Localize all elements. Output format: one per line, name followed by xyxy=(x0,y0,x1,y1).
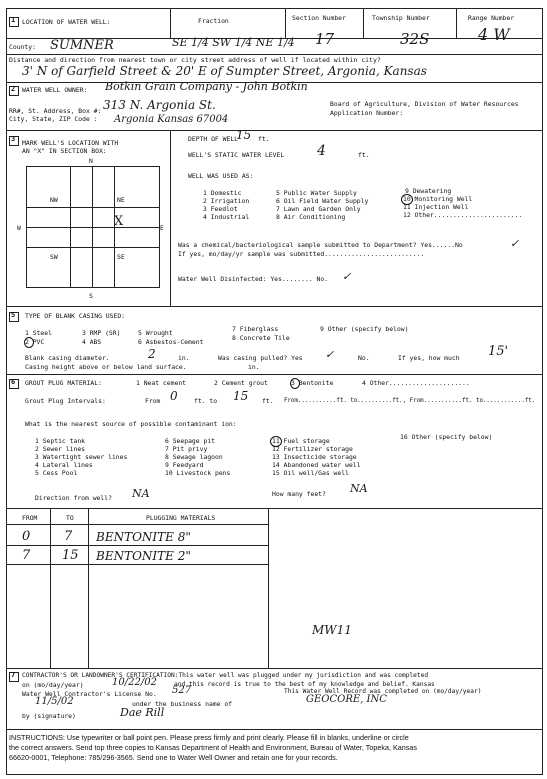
row-from: 0 xyxy=(22,529,31,544)
cert-line-5: by (signature) xyxy=(22,712,76,720)
city-label: City, State, ZIP Code : xyxy=(9,115,98,123)
location-label: LOCATION OF WATER WELL: xyxy=(22,18,111,26)
row-material: BENTONITE 2" xyxy=(96,549,191,563)
casing-option-selected[interactable]: 2 PVC xyxy=(25,338,45,346)
intervals-label: Grout Plug Intervals: xyxy=(25,397,106,405)
county-label: County: xyxy=(9,43,36,51)
row-material: BENTONITE 8" xyxy=(96,530,191,544)
use-option[interactable]: 1 Domestic xyxy=(203,189,242,197)
grid-se: SE xyxy=(117,253,125,261)
selected-circle xyxy=(24,337,34,348)
selected-circle xyxy=(290,378,300,389)
static-unit: ft. xyxy=(358,151,370,159)
contam-option[interactable]: 6 Seepage pit xyxy=(165,437,216,445)
howmuch-value: 15' xyxy=(488,344,509,359)
casing-label: TYPE OF BLANK CASING USED: xyxy=(25,312,126,320)
contam-option[interactable]: 7 Pit privy xyxy=(165,445,208,453)
use-option[interactable]: 6 Oil Field Water Supply xyxy=(276,197,369,205)
use-option[interactable]: 5 Public Water Supply xyxy=(276,189,357,197)
fraction-label: Fraction xyxy=(198,17,229,25)
contam-option[interactable]: 14 Abandoned water well xyxy=(272,461,361,469)
casing-option[interactable]: 7 Fiberglass xyxy=(232,325,279,333)
use-option[interactable]: 9 Dewatering xyxy=(405,187,452,195)
address-value: 313 N. Argonia St. xyxy=(103,98,216,112)
contam-option-selected[interactable]: 11 Fuel storage xyxy=(272,437,330,445)
disinfected-label: Water Well Disinfected: Yes........ No. xyxy=(178,275,329,283)
static-value: 4 xyxy=(317,143,326,159)
howmany-value: NA xyxy=(350,482,368,495)
contam-option[interactable]: 9 Feedyard xyxy=(165,461,204,469)
form-frame xyxy=(6,8,543,775)
contam-option[interactable]: 1 Septic tank xyxy=(35,437,86,445)
contam-option[interactable]: 13 Insecticide storage xyxy=(272,453,357,461)
pulled-check: ✓ xyxy=(325,348,335,361)
fraction-value: SE 1/4 SW 1/4 NE 1/4 xyxy=(172,36,295,49)
height-label: Casing height above or below land surface. xyxy=(25,363,187,371)
grid-ne: NE xyxy=(117,196,125,204)
diameter-label: Blank casing diameter. xyxy=(25,354,110,362)
to-value: 15 xyxy=(233,389,249,403)
use-option[interactable]: 2 Irrigation xyxy=(203,197,250,205)
owner-label: WATER WELL OWNER: xyxy=(22,86,88,94)
from-label: From xyxy=(145,397,161,405)
section-number-1: 1 xyxy=(11,16,16,24)
section-number-7: 7 xyxy=(11,671,16,679)
distance-label: Distance and direction from nearest town or city street address of well if located within city? xyxy=(9,56,381,64)
disinfected-check: ✓ xyxy=(342,270,352,283)
use-option[interactable]: 12 Other....................... xyxy=(403,211,523,219)
well-location-mark: X xyxy=(114,214,124,229)
to-label: ft. to xyxy=(194,397,218,405)
grout-opt1[interactable]: 1 Neat cement xyxy=(136,379,187,387)
direction-label: Direction from well? xyxy=(35,494,112,502)
grid-south: S xyxy=(89,292,93,300)
cert-line-3a: Water Well Contractor's License No. xyxy=(22,690,157,698)
chem-question: Was a chemical/bacteriological sample submitted to Department? Yes......No xyxy=(178,241,463,249)
howmuch-label: If yes, how much xyxy=(398,354,460,362)
casing-option[interactable]: 6 Asbestos-Cement xyxy=(138,338,204,346)
row-to: 7 xyxy=(64,529,73,544)
contam-option[interactable]: 15 Oil well/Gas well xyxy=(272,469,349,477)
use-option[interactable]: 8 Air Conditioning xyxy=(276,213,346,221)
use-option[interactable]: 3 Feedlot xyxy=(203,205,238,213)
grout-opt4[interactable]: 4 Other..................... xyxy=(362,379,470,387)
use-option-selected[interactable]: 10 Monitoring Well xyxy=(403,195,473,203)
diameter-value: 2 xyxy=(148,347,156,361)
township-label: Township Number xyxy=(372,14,430,22)
board-label: Board of Agriculture, Division of Water Resources xyxy=(330,100,519,108)
completed-date: 10/22/02 xyxy=(112,677,157,688)
direction-value: NA xyxy=(132,487,150,500)
contam-option[interactable]: 16 Other (specify below) xyxy=(400,433,493,441)
pulled-label: Was casing pulled? Yes xyxy=(218,354,303,362)
section-label: Section Number xyxy=(292,14,346,22)
used-label: WELL WAS USED AS: xyxy=(188,172,254,180)
use-option[interactable]: 11 Injection Well xyxy=(403,203,469,211)
cert-line-3b: This Water Well Record was completed on (mo/day/year) xyxy=(284,688,482,695)
city-value: Argonia Kansas 67004 xyxy=(114,114,229,125)
row-to: 15 xyxy=(62,548,79,563)
grid-north: N xyxy=(89,157,93,165)
signature: Dae Rill xyxy=(120,706,165,719)
col-materials: PLUGGING MATERIALS xyxy=(146,514,216,522)
diameter-unit: in. xyxy=(178,354,190,362)
depth-unit: ft. xyxy=(258,135,270,143)
instructions-1: INSTRUCTIONS: Use typewriter or ball point pen. Please press firmly and print clearly. Please fill in blanks, underline or circle xyxy=(9,733,409,742)
depth-label: DEPTH OF WELL xyxy=(188,135,239,143)
cert-line-4: under the business name of xyxy=(132,700,233,708)
section-grid[interactable] xyxy=(26,166,160,288)
grout-opt2[interactable]: 2 Cement grout xyxy=(214,379,268,387)
grid-title-2: AN "X" IN SECTION BOX: xyxy=(22,147,107,155)
to-unit: ft. xyxy=(262,397,274,405)
section-number-6: 6 xyxy=(11,378,16,386)
handwritten-note: MW11 xyxy=(312,623,352,637)
chem-date: If yes, mo/day/yr sample was submitted.......................... xyxy=(178,250,425,258)
range-label: Range Number xyxy=(468,14,515,22)
col-to: TO xyxy=(66,514,74,522)
grout-opt3[interactable]: 3 Bentonite xyxy=(291,379,334,387)
owner-value: Botkin Grain Company - John Botkin xyxy=(105,80,308,93)
casing-option[interactable]: 5 Wrought xyxy=(138,329,173,337)
contam-option[interactable]: 4 Lateral lines xyxy=(35,461,93,469)
section-number-5: 5 xyxy=(11,311,16,319)
use-option[interactable]: 7 Lawn and Garden Only xyxy=(276,205,361,213)
contam-option[interactable]: 5 Cess Pool xyxy=(35,469,78,477)
grid-west: W xyxy=(17,224,21,232)
casing-option[interactable]: 3 RMP (SR) xyxy=(82,329,121,337)
pulled-no: No. xyxy=(358,354,370,362)
section-value: 17 xyxy=(315,30,335,48)
instructions-2: the correct answers. Send top three copies to Kansas Department of Health and Environment, Bureau of Water, Topeka, Kansas xyxy=(9,743,417,752)
height-unit: in. xyxy=(248,363,260,371)
application-label: Application Number: xyxy=(330,109,404,117)
contam-option[interactable]: 12 Fertilizer storage xyxy=(272,445,353,453)
chem-check: ✓ xyxy=(510,237,520,250)
grout-label: GROUT PLUG MATERIAL: xyxy=(25,379,102,387)
license-number: 527 xyxy=(172,685,192,696)
contam-option[interactable]: 8 Sewage lagoon xyxy=(165,453,223,461)
section-number-2: 2 xyxy=(11,85,16,93)
howmany-label: How many feet? xyxy=(272,490,326,498)
casing-option[interactable]: 8 Concrete Tile xyxy=(232,334,290,342)
more-intervals: From...........ft. to..........ft., From...........ft. to............ft. xyxy=(284,398,536,404)
address-label: RR#, St. Address, Box #: xyxy=(9,107,102,115)
static-label: WELL'S STATIC WATER LEVEL xyxy=(188,151,285,159)
cert-line-1: CONTRACTOR'S OR LANDOWNER'S CERTIFICATION:This water well was plugged under my jurisdiction and was completed xyxy=(22,672,429,679)
casing-option[interactable]: 1 Steel xyxy=(25,329,52,337)
county-value: SUMNER xyxy=(50,38,114,53)
instructions-3: 66620-0001, Telephone: 785/296-3565. Send one to Water Well Owner and retain one for your records. xyxy=(9,753,338,762)
grid-east: E xyxy=(160,224,164,232)
from-value: 0 xyxy=(170,389,178,403)
cert-line-2a: on (mo/day/year) xyxy=(22,681,84,689)
cert-line-2b: and this record is true to the best of my knowledge and belief. Kansas xyxy=(174,681,435,688)
depth-value: 15 xyxy=(236,128,252,142)
grid-title-1: MARK WELL'S LOCATION WITH xyxy=(22,139,119,147)
contam-option[interactable]: 3 Watertight sewer lines xyxy=(35,453,128,461)
section-number-3: 3 xyxy=(11,135,16,143)
row-from: 7 xyxy=(22,548,31,563)
casing-option[interactable]: 9 Other (specify below) xyxy=(320,325,409,333)
grid-nw: NW xyxy=(50,196,58,204)
col-from: FROM xyxy=(22,514,38,522)
use-option[interactable]: 4 Industrial xyxy=(203,213,250,221)
range-value: 4 W xyxy=(478,25,510,44)
contam-label: What is the nearest source of possible contaminant ion: xyxy=(25,420,237,428)
township-value: 32S xyxy=(400,30,430,48)
contam-option[interactable]: 10 Livestock pens xyxy=(165,469,231,477)
grid-sw: SW xyxy=(50,253,58,261)
casing-option[interactable]: 4 ABS xyxy=(82,338,102,346)
record-date: 11/5/02 xyxy=(35,696,74,707)
distance-value: 3' N of Garfield Street & 20' E of Sumpter Street, Argonia, Kansas xyxy=(22,64,427,78)
business-name: GEOCORE, INC xyxy=(306,694,387,705)
contam-option[interactable]: 2 Sewer lines xyxy=(35,445,86,453)
